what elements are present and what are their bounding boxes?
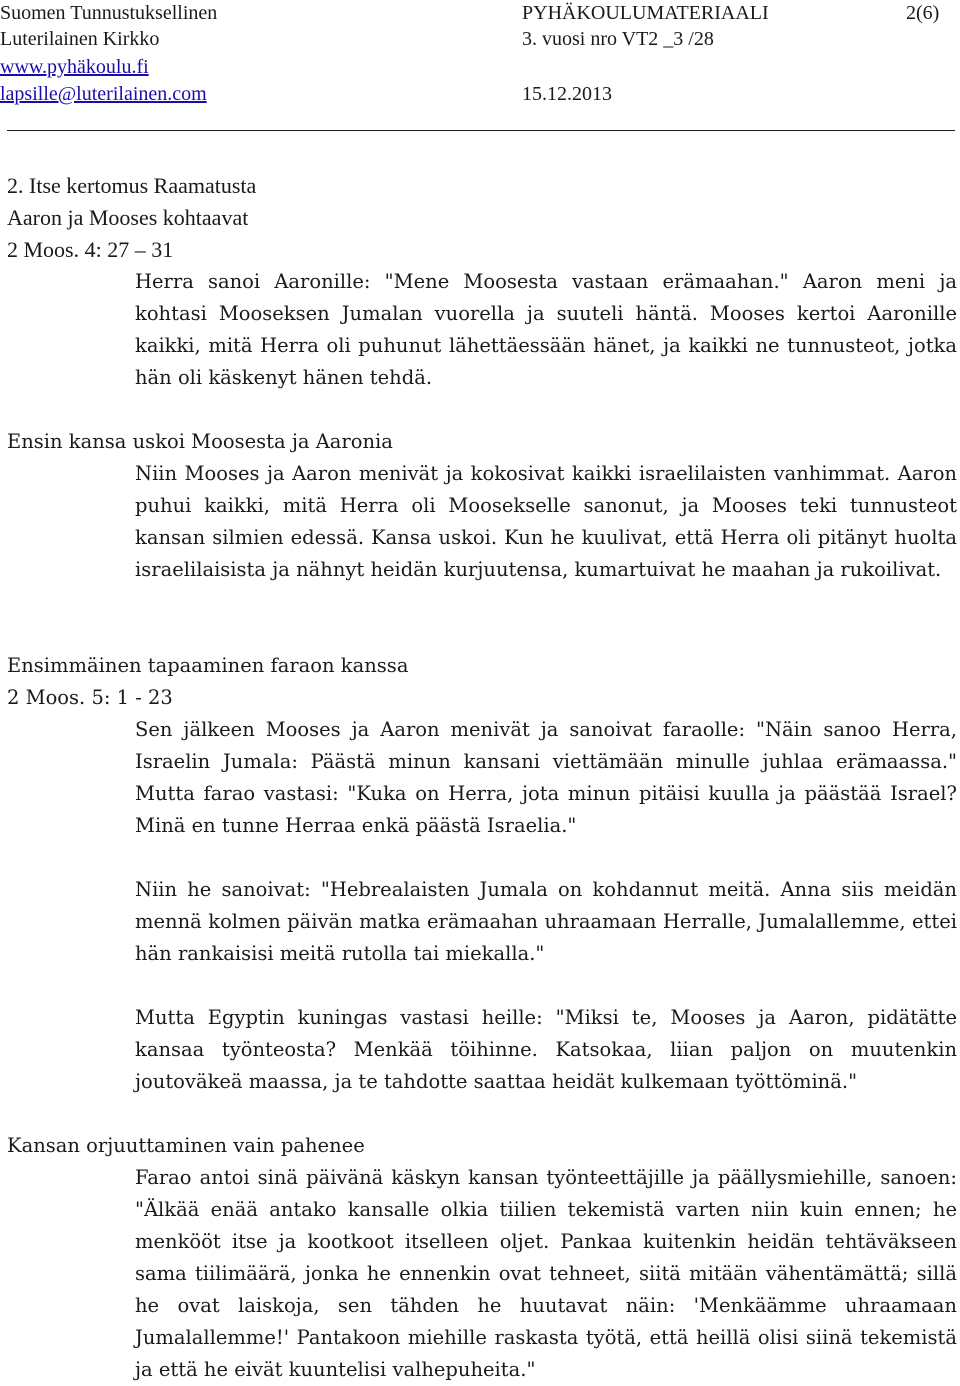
header-rule bbox=[7, 130, 955, 131]
email-link[interactable]: lapsille@luterilainen.com bbox=[0, 83, 207, 105]
scripture-reference: 2 Moos. 4: 27 – 31 bbox=[7, 237, 174, 262]
scripture-reference: 2 Moos. 5: 1 - 23 bbox=[7, 686, 173, 709]
document-date: 15.12.2013 bbox=[522, 83, 612, 105]
org-name-line1: Suomen Tunnustuksellinen bbox=[0, 2, 218, 24]
story-paragraph: Herra sanoi Aaronille: "Mene Moosesta vastaan erämaahan." Aaron meni ja kohtasi Mooseksen Jumalan vuorella ja suuteli häntä. Mooses kertoi Aaronille kaikki, mitä Herra oli puhunut lähettäessään hänet, ja kaikki ne tunnusteot, jotka hän oli käskenyt hänen tehdä. bbox=[135, 270, 957, 389]
story-paragraph: Niin Mooses ja Aaron menivät ja kokosivat kaikki israelilaisten vanhimmat. Aaron puhui kaikki, mitä Herra oli Moosekselle sanonut, ja Mooses teki tunnusteot kansan silmien edessä. Kansa uskoi. Kun he kuulivat, että Herra oli pitänyt huolta israelilaisista ja nähnyt heidän kurjuutensa, kumartuivat he maahan ja rukoilivat. bbox=[135, 462, 957, 581]
subheading: Ensimmäinen tapaaminen faraon kanssa bbox=[7, 654, 409, 677]
org-name-line2: Luterilainen Kirkko bbox=[0, 28, 160, 50]
story-paragraph: Farao antoi sinä päivänä käskyn kansan työnteettäjille ja päällysmiehille, sanoen: "Älkää enää antako kansalle olkia tiilien tekemistä varten niin kuin ennen; he menkööt itse ja kootkoot itselleen oljet. Pankaa kuitenkin heidän tehtäväkseen sama tiilimäärä, jonka he ennenkin ovat tehneet, siitä mitään vähentämättä; sillä he ovat laiskoja, sen tähden he huutavat näin: 'Menkäämme uhraamaan Jumalallemme!' Pantakoon miehille raskasta työtä, että heillä olisi siinä tekemistä ja että he eivät kuuntelisi valhepuheita." bbox=[135, 1166, 957, 1381]
page-number: 2(6) bbox=[906, 2, 940, 24]
section-subtitle: Aaron ja Mooses kohtaavat bbox=[7, 205, 249, 230]
story-paragraph: Niin he sanoivat: "Hebrealaisten Jumala on kohdannut meitä. Anna siis meidän mennä kolmen päivän matka erämaahan uhraamaan Herralle, Jumalallemme, ettei hän rankaisisi meitä rutolla tai miekalla." bbox=[135, 878, 957, 965]
subheading: Kansan orjuuttaminen vain pahenee bbox=[7, 1134, 365, 1157]
story-paragraph: Sen jälkeen Mooses ja Aaron menivät ja sanoivat faraolle: "Näin sanoo Herra, Israelin Jumala: Päästä minun kansani viettämään minulle juhlaa erämaassa." Mutta farao vastasi: "Kuka on Herra, jota minun pitäisi kuulla ja päästää Israel? Minä en tunne Herraa enkä päästä Israelia." bbox=[135, 718, 957, 837]
website-link[interactable]: www.pyhäkoulu.fi bbox=[0, 56, 149, 78]
subheading: Ensin kansa uskoi Moosesta ja Aaronia bbox=[7, 430, 393, 453]
issue-number: 3. vuosi nro VT2 _3 /28 bbox=[522, 28, 714, 50]
material-title: PYHÄKOULUMATERIAALI bbox=[522, 2, 769, 24]
section-title: 2. Itse kertomus Raamatusta bbox=[7, 173, 257, 198]
story-paragraph: Mutta Egyptin kuningas vastasi heille: "Miksi te, Mooses ja Aaron, pidätätte kansaa työnteosta? Menkää töihinne. Katsokaa, liian paljon on muutenkin joutoväkeä maassa, ja te tahdotte saattaa heidät kulkemaan työttöminä." bbox=[135, 1006, 957, 1093]
